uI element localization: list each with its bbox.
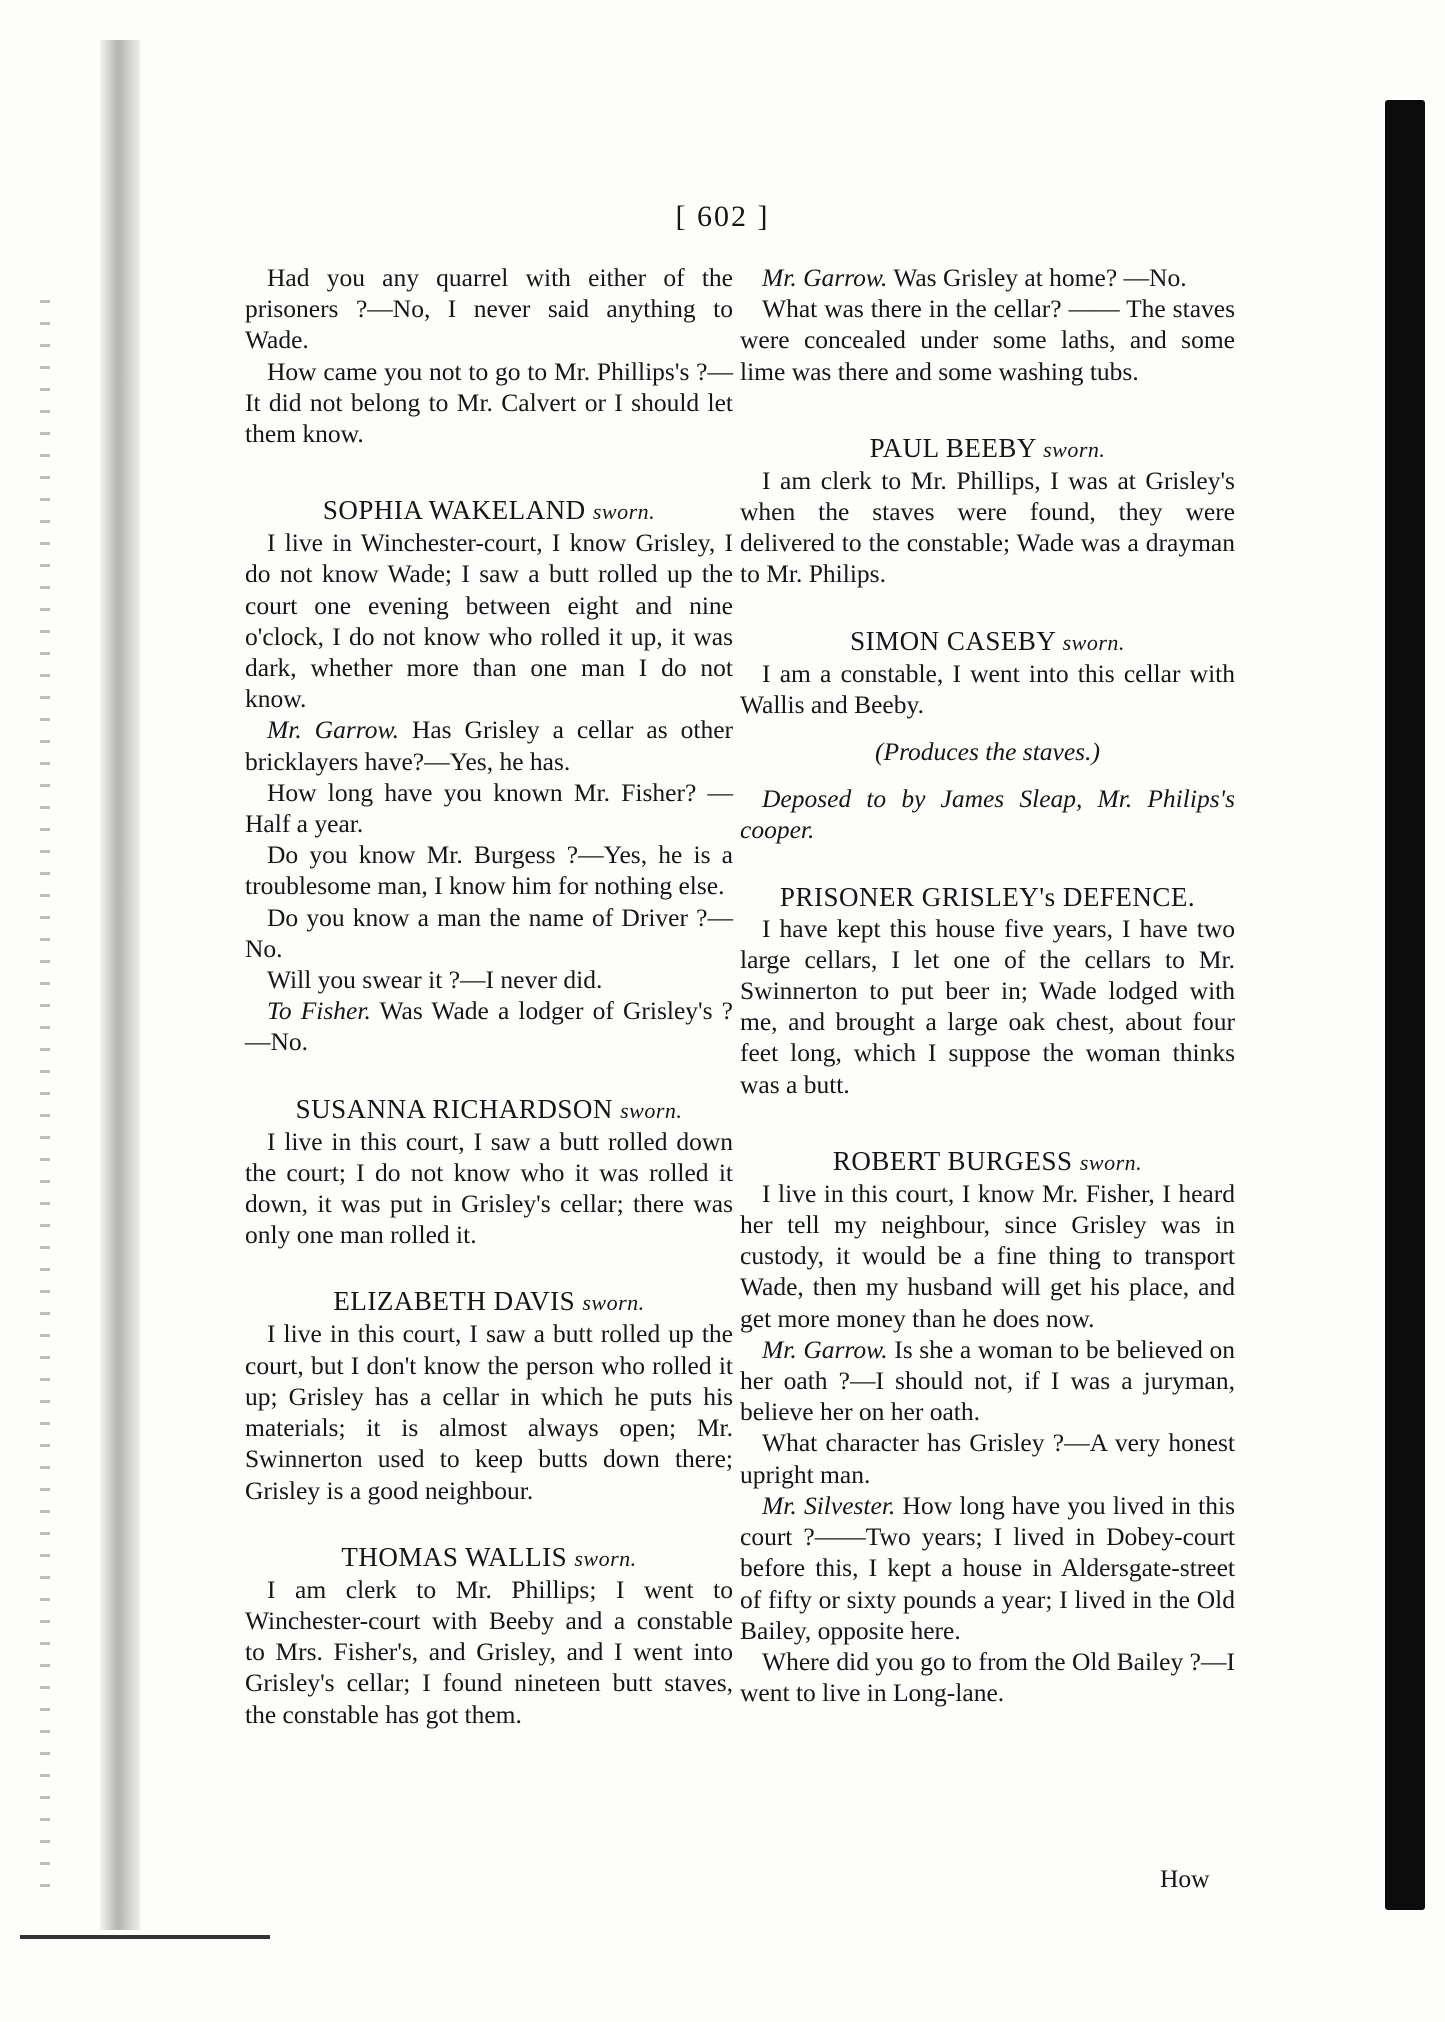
right-edge-bar [1385, 100, 1425, 1910]
page-number: [ 602 ] [675, 200, 770, 233]
paragraph: Mr. Garrow. Is she a woman to be believed on her oath ?—I should not, if I was a juryman, believe her on her oath. [740, 1334, 1235, 1427]
paragraph: Where did you go to from the Old Bailey ?—I went to live in Long-lane. [740, 1646, 1235, 1708]
produces-note: (Produces the staves.) [875, 737, 1100, 767]
left-column [245, 262, 733, 1730]
paragraph: Do you know Mr. Burgess ?—Yes, he is a troublesome man, I know him for nothing else. [245, 840, 733, 901]
bottom-rule [20, 1935, 270, 1939]
paragraph: I live in Winchester-court, I know Grisley, I do not know Wade; I saw a butt rolled up the court one evening between eight and nine o'clock, I do not know who rolled it up, it was dark, whether more than one man I do not know. [245, 528, 733, 714]
paragraph: I live in this court, I know Mr. Fisher, I heard her tell my neighbour, since Grisley was in custody, it would be a fine thing to transport Wade, then my husband will get his place, and get more money than he does now. [740, 1178, 1235, 1333]
witness-heading-burgess: ROBERT BURGESS sworn. [832, 1145, 1143, 1176]
paragraph: How came you not to go to Mr. Phillips's ?—It did not belong to Mr. Calvert or I should let them know. [245, 356, 733, 449]
paragraph: To Fisher. Was Wade a lodger of Grisley's ?—No. [245, 996, 734, 1057]
paragraph: Had you any quarrel with either of the prisoners ?—No, I never said anything to Wade. [245, 263, 733, 355]
defence-heading: PRISONER GRISLEY's DEFENCE. [779, 881, 1196, 912]
paragraph: I am clerk to Mr. Phillips, I was at Grisley's when the staves were found, they were delivered to the constable; Wade was a drayman to Mr. Philips. [740, 465, 1235, 589]
paragraph: Mr. Garrow. Was Grisley at home? —No. [762, 263, 1187, 292]
witness-heading-beeby: PAUL BEEBY sworn. [869, 432, 1106, 463]
witness-heading-wallis: THOMAS WALLIS sworn. [341, 1541, 637, 1572]
witness-heading-richardson: SUSANNA RICHARDSON sworn. [295, 1093, 683, 1124]
paragraph: What character has Grisley ?—A very honest upright man. [740, 1428, 1235, 1489]
paragraph: I live in this court, I saw a butt rolled down the court; I do not know who it was rolled it down, it was put in Grisley's cellar; there was only one man rolled it. [245, 1126, 733, 1250]
paragraph: What was there in the cellar? —— The staves were concealed under some laths, and some lime was there and some washing tubs. [740, 294, 1235, 386]
witness-heading-caseby: SIMON CASEBY sworn. [850, 625, 1125, 656]
binding-speckle [40, 300, 50, 1900]
binding-shadow [100, 40, 140, 1930]
right-column [740, 262, 1235, 1708]
witness-heading-davis: ELIZABETH DAVIS sworn. [333, 1286, 645, 1317]
paragraph: Do you know a man the name of Driver ?—No. [245, 902, 733, 963]
paragraph: Will you swear it ?—I never did. [267, 965, 603, 995]
paragraph: Mr. Silvester. How long have you lived in this court ?——Two years; I lived in Dobey-court before this, I kept a house in Aldersgate-street of fifty or sixty pounds a year; I lived in the Old Bailey, opposite here. [740, 1490, 1235, 1645]
paragraph: I live in this court, I saw a butt rolled up the court, but I don't know the person who rolled it up; Grisley has a cellar in which he puts his materials; it is almost always open; Mr. Swinnerton used to keep butts down there; Grisley is a good neighbour. [245, 1319, 733, 1505]
deposed-note: Deposed to by James Sleap, Mr. Philips's cooper. [740, 784, 1235, 845]
paragraph: Mr. Garrow. Has Grisley a cellar as other bricklayers have?—Yes, he has. [245, 715, 733, 776]
catchword: How [1160, 1864, 1210, 1893]
paragraph: How long have you known Mr. Fisher? —Half a year. [245, 777, 733, 839]
paragraph: I have kept this house five years, I have two large cellars, I let one of the cellars to Mr. Swinnerton to put beer in; Wade lodged with me, and brought a large oak chest, about four feet long, which I suppose the woman thinks was a butt. [740, 913, 1235, 1099]
witness-heading-wakeland: SOPHIA WAKELAND sworn. [322, 495, 656, 526]
paragraph: I am a constable, I went into this cellar with Wallis and Beeby. [740, 658, 1235, 719]
paragraph: I am clerk to Mr. Phillips; I went to Winchester-court with Beeby and a constable to Mrs. Fisher's, and Grisley, and I went into Grisley's cellar; I found nineteen butt staves, the constable has got them. [245, 1574, 733, 1729]
